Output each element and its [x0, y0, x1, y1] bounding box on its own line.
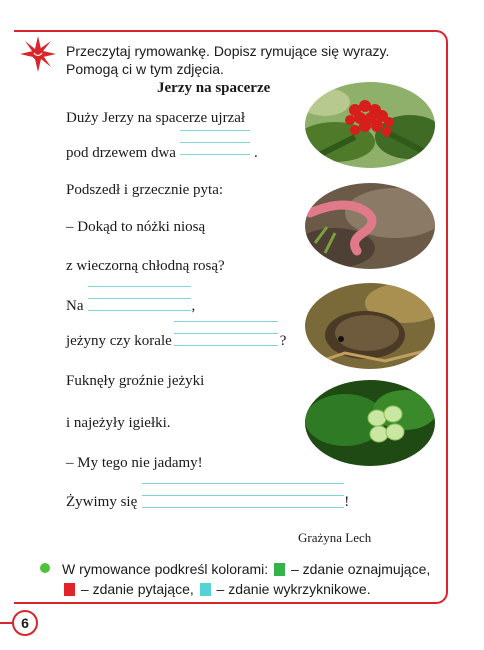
poem-line-1: Duży Jerzy na spacerze ujrzał	[66, 110, 246, 126]
poem-line-4: – Dokąd to nóżki niosą	[66, 219, 206, 235]
poem-line-6: Na ,	[66, 298, 196, 314]
poem-line-3: Podszedł i grzecznie pyta:	[66, 182, 224, 198]
author: Grażyna Lech	[298, 530, 372, 545]
poem-line-10: – My tego nie jadamy!	[66, 455, 203, 471]
rowan-berries-photo	[305, 82, 435, 168]
poem-line-8: Fuknęły groźnie jeżyki	[66, 373, 205, 389]
page-number: 6	[12, 610, 38, 636]
poem-line-9: i najeżyły igiełki.	[66, 415, 171, 431]
poem-line-11: Żywimy się !	[66, 494, 350, 510]
poem-line-7: jeżyny czy korale ?	[66, 333, 287, 349]
cyan-swatch	[200, 583, 211, 596]
instruction-text: Przeczytaj rymowankę. Dopisz rymujące się wyrazy. Pomogą ci w tym zdjęcia.	[66, 43, 390, 77]
green-swatch	[274, 563, 285, 576]
task-text: W rymowance podkreśl kolorami: – zdanie oznajmujące, – zdanie pytające, – zdanie wykrzyknikowe.	[62, 561, 431, 597]
hedgehog-photo	[305, 283, 435, 369]
red-swatch	[64, 583, 75, 596]
hazelnuts-photo	[305, 380, 435, 466]
bullet-icon	[40, 563, 50, 573]
poem-line-2: pod drzewem dwa .	[66, 145, 258, 161]
earthworm-photo	[305, 183, 435, 269]
poem-title: Jerzy na spacerze	[157, 80, 271, 96]
star-icon	[20, 36, 56, 72]
page-number-line	[0, 622, 12, 624]
poem-line-5: z wieczorną chłodną rosą?	[66, 258, 225, 274]
